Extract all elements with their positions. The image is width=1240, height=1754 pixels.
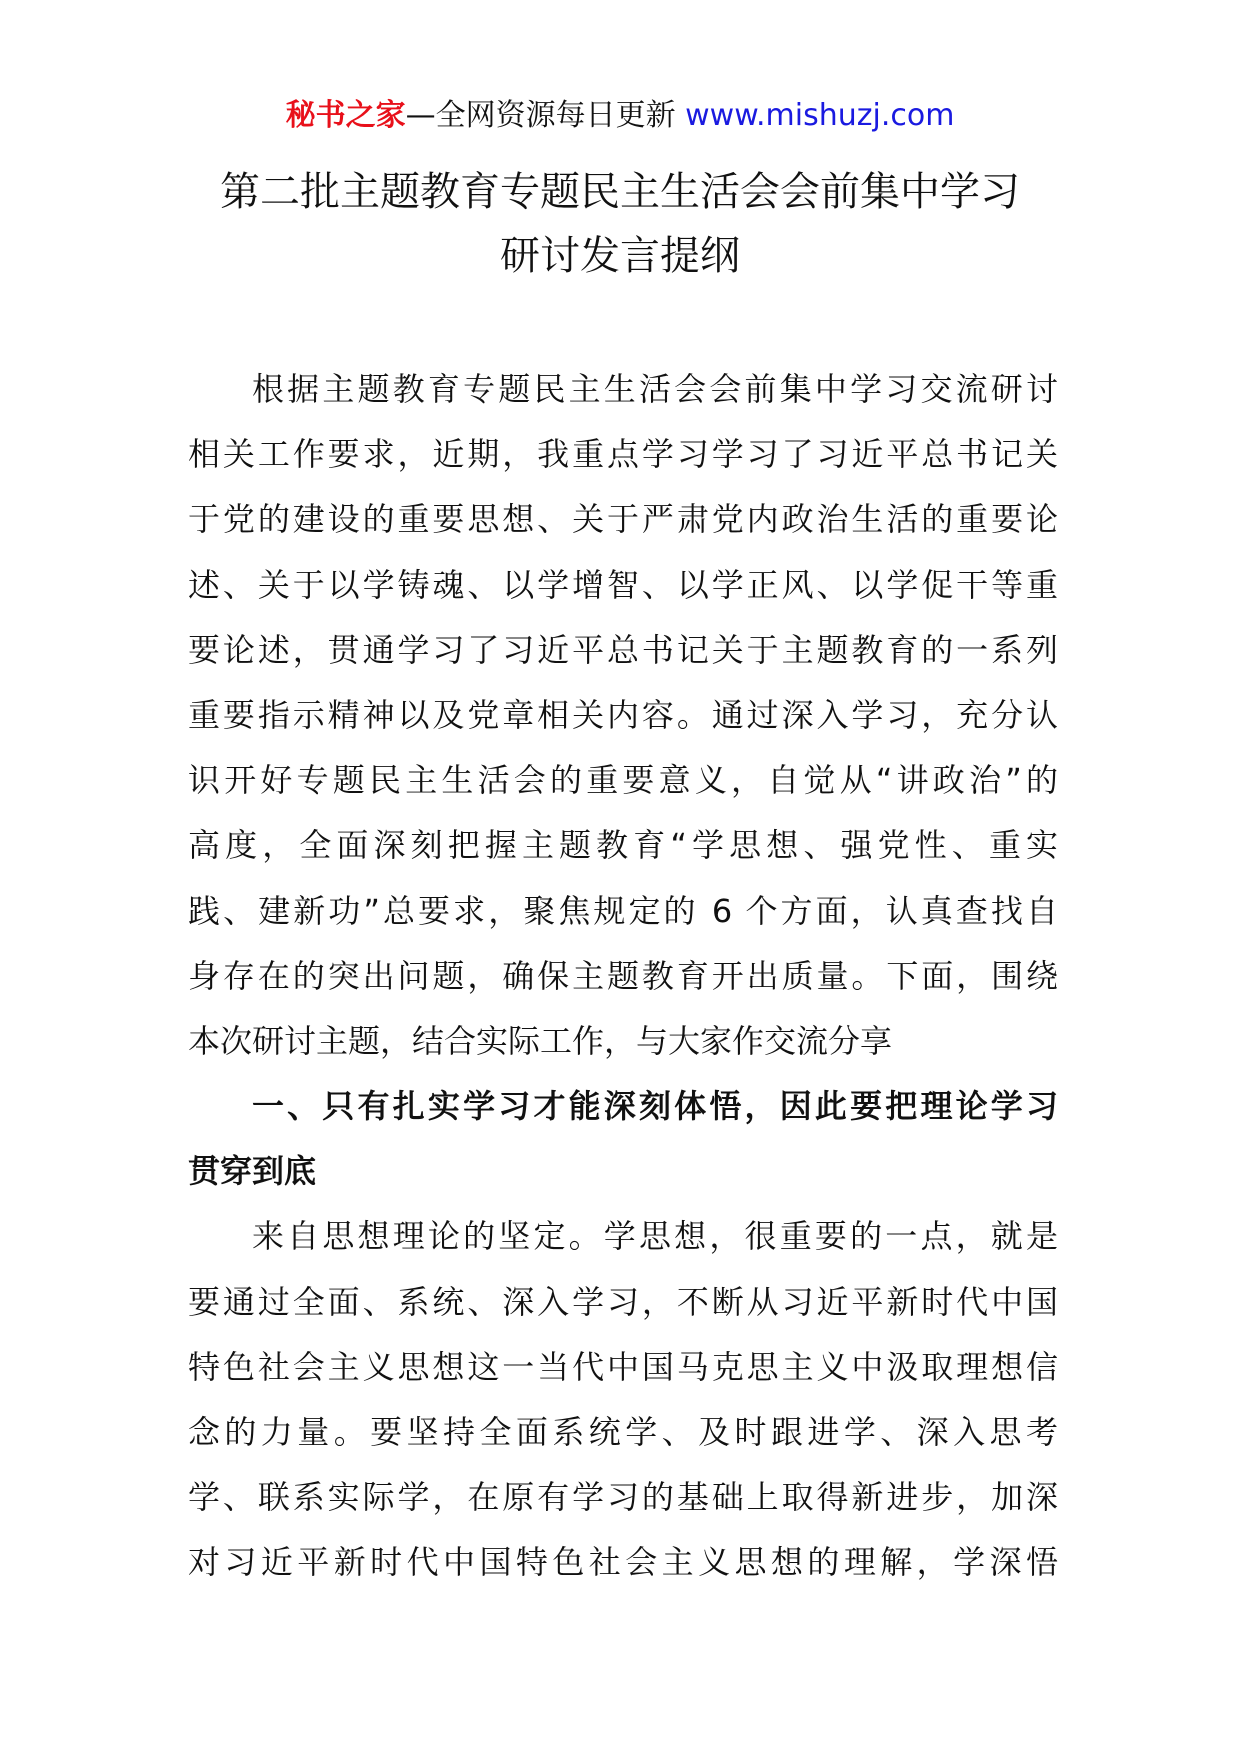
document-body <box>188 357 1058 1596</box>
section-heading-line: 一、只有扎实学习才能深刻体悟，因此要把理论学习 <box>252 1087 1058 1126</box>
section-heading-line: 贯穿到底 <box>188 1152 317 1191</box>
site-header <box>0 96 1240 136</box>
body-line: 身存在的突出问题，确保主题教育开出质量。下面，围绕 <box>188 956 1058 995</box>
body-line: 高度，全面深刻把握主题教育“学思想、强党性、重实 <box>188 826 1058 865</box>
body-line: 来自思想理论的坚定。学思想，很重要的一点，就是 <box>252 1217 1058 1256</box>
body-line: 相关工作要求，近期，我重点学习学习了习近平总书记关 <box>188 435 1058 474</box>
body-line: 学、联系实际学，在原有学习的基础上取得新进步，加深 <box>188 1478 1058 1517</box>
site-url-link[interactable]: www.mishuzj.com <box>685 98 955 133</box>
body-line: 践、建新功”总要求，聚焦规定的 6 个方面，认真查找自 <box>188 891 1058 930</box>
body-line: 述、关于以学铸魂、以学增智、以学正风、以学促干等重 <box>188 565 1058 604</box>
body-line: 识开好专题民主生活会的重要意义，自觉从“讲政治”的 <box>188 761 1058 800</box>
body-line: 根据主题教育专题民主生活会会前集中学习交流研讨 <box>252 370 1058 408</box>
body-line: 本次研讨主题，结合实际工作，与大家作交流分享 <box>188 1021 893 1060</box>
body-line: 于党的建设的重要思想、关于严肃党内政治生活的重要论 <box>188 500 1058 539</box>
body-line: 对习近平新时代中国特色社会主义思想的理解，学深悟 <box>188 1543 1058 1582</box>
body-line: 重要指示精神以及党章相关内容。通过深入学习，充分认 <box>188 695 1058 734</box>
brand-name: 秘书之家 <box>285 98 406 133</box>
body-line: 特色社会主义思想这一当代中国马克思主义中汲取理想信 <box>188 1347 1058 1386</box>
title-line-1: 第二批主题教育专题民主生活会会前集中学习 <box>220 169 1020 215</box>
title-line-2: 研讨发言提纲 <box>500 233 740 279</box>
body-line: 要通过全面、系统、深入学习，不断从习近平新时代中国 <box>188 1282 1058 1321</box>
document-title <box>140 160 1100 288</box>
body-line: 念的力量。要坚持全面系统学、及时跟进学、深入思考 <box>188 1413 1058 1451</box>
header-tagline: —全网资源每日更新 <box>405 98 686 133</box>
body-line: 要论述，贯通学习了习近平总书记关于主题教育的一系列 <box>188 630 1058 669</box>
